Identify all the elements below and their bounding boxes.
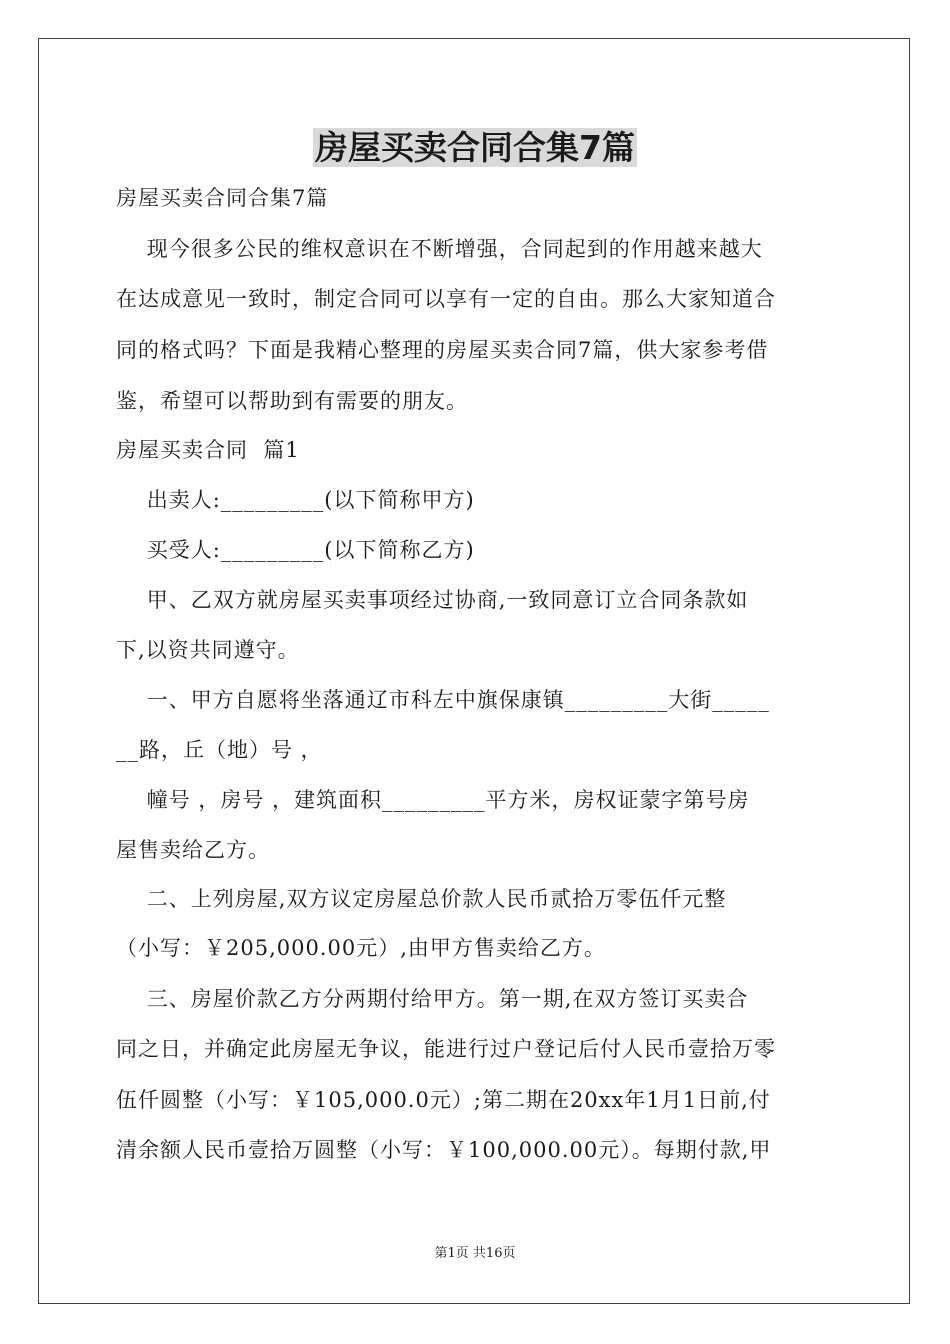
seller-line: 出卖人:_________(以下简称甲方) xyxy=(116,488,475,512)
paragraph-line: 鉴，希望可以帮助到有需要的朋友。 xyxy=(116,389,468,413)
paragraph-line: 现今很多公民的维权意识在不断增强，合同起到的作用越来越大 xyxy=(116,237,763,261)
document-title: 房屋买卖合同合集7篇 xyxy=(315,128,635,167)
section-heading: 房屋买卖合同 篇1 xyxy=(116,438,300,462)
clause-line: （小写：￥205,000.00元）,由甲方售卖给乙方。 xyxy=(116,936,606,960)
clause-line: 二、上列房屋,双方议定房屋总价款人民币贰拾万零伍仟元整 xyxy=(116,887,727,911)
paragraph-line: 在达成意见一致时，制定合同可以享有一定的自由。那么大家知道合 xyxy=(116,287,776,311)
paragraph-line: 下,以资共同遵守。 xyxy=(116,638,300,662)
paragraph-line: 同的格式吗？下面是我精心整理的房屋买卖合同7篇，供大家参考借 xyxy=(116,338,769,362)
paragraph-line: 甲、乙双方就房屋买卖事项经过协商,一致同意订立合同条款如 xyxy=(116,588,749,612)
clause-line: 三、房屋价款乙方分两期付给甲方。第一期,在双方签订买卖合 xyxy=(116,987,749,1011)
clause-line: 同之日，并确定此房屋无争议，能进行过户登记后付人民币壹拾万零 xyxy=(116,1037,776,1061)
clause-line: 幢号 ，房号 ，建筑面积_________平方米，房权证蒙字第号房 xyxy=(116,788,750,812)
clause-line: __路，丘（地）号 ， xyxy=(116,738,323,762)
clause-line: 清余额人民币壹拾万圆整（小写：￥100,000.00元）。每期付款,甲 xyxy=(116,1138,772,1162)
clause-line: 屋售卖给乙方。 xyxy=(116,838,270,862)
clause-line: 伍仟圆整（小写：￥105,000.0元）;第二期在20xx年1月1日前,付 xyxy=(116,1088,771,1112)
page-number: 第1页 共16页 xyxy=(434,1246,516,1261)
clause-line: 一、甲方自愿将坐落通辽市科左中旗保康镇_________大街_____ xyxy=(116,688,770,712)
intro-heading: 房屋买卖合同合集7篇 xyxy=(116,186,329,210)
buyer-line: 买受人:_________(以下简称乙方) xyxy=(116,538,475,562)
